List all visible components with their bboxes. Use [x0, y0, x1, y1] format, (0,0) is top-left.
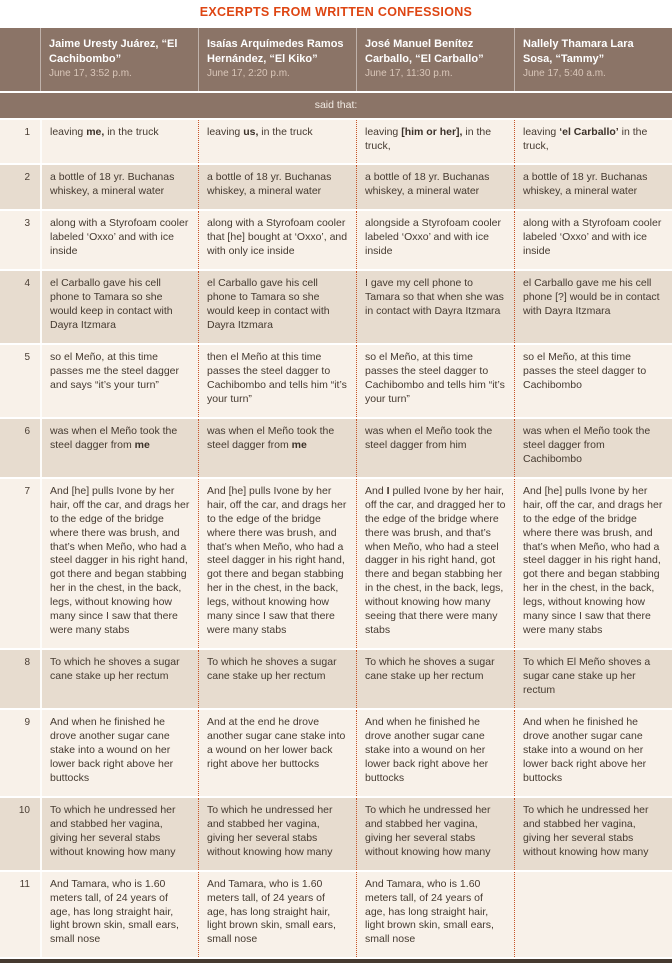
person-name: José Manuel Benítez Carballo, “El Carballo”: [365, 38, 484, 65]
confession-cell: a bottle of 18 yr. Buchanas whiskey, a mineral water: [40, 165, 198, 209]
confession-cell: To which El Meño shoves a sugar cane stake up her rectum: [514, 650, 672, 708]
confession-cell: was when el Meño took the steel dagger from Cachibombo: [514, 419, 672, 477]
confession-cell: To which he undressed her and stabbed her vagina, giving her several stabs without knowing how many: [356, 798, 514, 870]
confession-cell: so el Meño, at this time passes the steel dagger to Cachibombo and tells him “it’s your turn”: [356, 345, 514, 417]
row-number: 3: [0, 211, 40, 269]
confession-cell: so el Meño, at this time passes the steel dagger to Cachibombo: [514, 345, 672, 417]
confession-cell: was when el Meño took the steel dagger from him: [356, 419, 514, 477]
confession-cell: leaving me, in the truck: [40, 120, 198, 164]
confession-cell: And [he] pulls Ivone by her hair, off the car, and drags her to the edge of the bridge where there was brush, and that’s when Meño, who had a steel dagger in his right hand, got there and began stabbing her in the chest, in the back, legs, without knowing how many since I saw that there were many stabs: [198, 479, 356, 648]
confession-cell: el Carballo gave his cell phone to Tamara so she would keep in contact with Dayra Itzmara: [198, 271, 356, 343]
confession-cell: And when he finished he drove another sugar cane stake into a wound on her lower back right above her buttocks: [514, 710, 672, 796]
row-number: 1: [0, 120, 40, 164]
confession-cell: was when el Meño took the steel dagger from me: [198, 419, 356, 477]
table-row: [0, 345, 672, 417]
confession-cell: I gave my cell phone to Tamara so that when she was in contact with Dayra Itzmara: [356, 271, 514, 343]
confession-cell: was when el Meño took the steel dagger from me: [40, 419, 198, 477]
confession-cell: And when he finished he drove another sugar cane stake into a wound on her lower back right above her buttocks: [356, 710, 514, 796]
confession-date: June 17, 3:52 p.m.: [49, 68, 132, 80]
said-that-banner: said that:: [0, 93, 672, 118]
confession-cell: a bottle of 18 yr. Buchanas whiskey, a mineral water: [356, 165, 514, 209]
confession-cell: To which he shoves a sugar cane stake up her rectum: [356, 650, 514, 708]
table-row: [0, 479, 672, 648]
table-row: [0, 872, 672, 958]
row-number: 5: [0, 345, 40, 417]
confession-cell: el Carballo gave me his cell phone [?] would be in contact with Dayra Itzmara: [514, 271, 672, 343]
confession-cell: leaving [him or her], in the truck,: [356, 120, 514, 164]
confession-cell: And I pulled Ivone by her hair, off the car, and dragged her to the edge of the bridge where there was brush, and that’s when Meño, who had a steel dagger in his right hand, got there and began stabbing her in the chest, in the back, legs, without knowing how many seeing that there were many stabs: [356, 479, 514, 648]
table-row: [0, 419, 672, 477]
confession-cell: And Tamara, who is 1.60 meters tall, of 24 years of age, has long straight hair, light brown skin, small ears, small nose: [198, 872, 356, 958]
confession-cell: alongside a Styrofoam cooler labeled ‘Oxxo’ and with ice inside: [356, 211, 514, 269]
confession-cell: along with a Styrofoam cooler labeled ‘Oxxo’ and with ice inside: [40, 211, 198, 269]
table-row: [0, 165, 672, 209]
confession-cell: To which he undressed her and stabbed her vagina, giving her several stabs without knowing how many: [514, 798, 672, 870]
person-name: Nallely Thamara Lara Sosa, “Tammy”: [523, 38, 634, 65]
row-number: 7: [0, 479, 40, 648]
row-number: 11: [0, 872, 40, 958]
table-row: [0, 211, 672, 269]
confession-cell: And [he] pulls Ivone by her hair, off the car, and drags her to the edge of the bridge where there was brush, and that’s when Meño, who had a steel dagger in his right hand, got there and began stabbing her in the chest, in the back, legs, without knowing how many since I saw that there were many stabs: [514, 479, 672, 648]
row-number: 6: [0, 419, 40, 477]
person-name: Isaías Arquímedes Ramos Hernández, “El Kiko”: [207, 38, 344, 65]
confession-cell: el Carballo gave his cell phone to Tamara so she would keep in contact with Dayra Itzmara: [40, 271, 198, 343]
confession-cell: a bottle of 18 yr. Buchanas whiskey, a mineral water: [514, 165, 672, 209]
confession-date: June 17, 11:30 p.m.: [365, 68, 453, 80]
header-corner: [0, 28, 40, 91]
header-col-cachibombo: [40, 28, 198, 91]
confession-cell: To which he shoves a sugar cane stake up her rectum: [40, 650, 198, 708]
confessions-table: [0, 28, 672, 963]
confession-cell: And when he finished he drove another sugar cane stake into a wound on her lower back right above her buttocks: [40, 710, 198, 796]
row-number: 9: [0, 710, 40, 796]
confession-cell: To which he shoves a sugar cane stake up her rectum: [198, 650, 356, 708]
table-body: [0, 120, 672, 958]
header-col-carballo: [356, 28, 514, 91]
table-row: [0, 271, 672, 343]
confession-cell: And [he] pulls Ivone by her hair, off the car, and drags her to the edge of the bridge where there was brush, and that’s when Meño, who had a steel dagger in his right hand, got there and began stabbing her in the chest, in the back, legs, without knowing how many since I saw that there were many stabs: [40, 479, 198, 648]
row-number: 8: [0, 650, 40, 708]
confession-cell: And Tamara, who is 1.60 meters tall, of 24 years of age, has long straight hair, light brown skin, small ears, small nose: [356, 872, 514, 958]
person-name: Jaime Uresty Juárez, “El Cachibombo”: [49, 38, 178, 65]
confession-cell: so el Meño, at this time passes me the steel dagger and says “it’s your turn”: [40, 345, 198, 417]
confession-cell: then el Meño at this time passes the steel dagger to Cachibombo and tells him “it’s your turn”: [198, 345, 356, 417]
table-row: [0, 650, 672, 708]
confession-cell: a bottle of 18 yr. Buchanas whiskey, a mineral water: [198, 165, 356, 209]
confession-cell: leaving us, in the truck: [198, 120, 356, 164]
table-row: [0, 798, 672, 870]
row-number: 10: [0, 798, 40, 870]
table-header: [0, 28, 672, 91]
table-row: [0, 710, 672, 796]
table-row: [0, 120, 672, 164]
confession-cell: [514, 872, 672, 958]
page-title: EXCERPTS FROM WRITTEN CONFESSIONS: [199, 5, 473, 19]
confession-cell: along with a Styrofoam cooler that [he] bought at ‘Oxxo’, and with only ice inside: [198, 211, 356, 269]
confession-cell: To which he undressed her and stabbed her vagina, giving her several stabs without knowing how many: [40, 798, 198, 870]
header-col-kiko: [198, 28, 356, 91]
confession-cell: To which he undressed her and stabbed her vagina, giving her several stabs without knowing how many: [198, 798, 356, 870]
confession-cell: And Tamara, who is 1.60 meters tall, of 24 years of age, has long straight hair, light brown skin, small ears, small nose: [40, 872, 198, 958]
confession-date: June 17, 5:40 a.m.: [523, 68, 606, 80]
confession-date: June 17, 2:20 p.m.: [207, 68, 290, 80]
row-number: 4: [0, 271, 40, 343]
header-col-tammy: [514, 28, 672, 91]
table-bottom-border: [0, 959, 672, 963]
confession-cell: leaving ‘el Carballo’ in the truck,: [514, 120, 672, 164]
row-number: 2: [0, 165, 40, 209]
confession-cell: along with a Styrofoam cooler labeled ‘Oxxo’ and with ice inside: [514, 211, 672, 269]
confession-cell: And at the end he drove another sugar cane stake into a wound on her lower back right above her buttocks: [198, 710, 356, 796]
